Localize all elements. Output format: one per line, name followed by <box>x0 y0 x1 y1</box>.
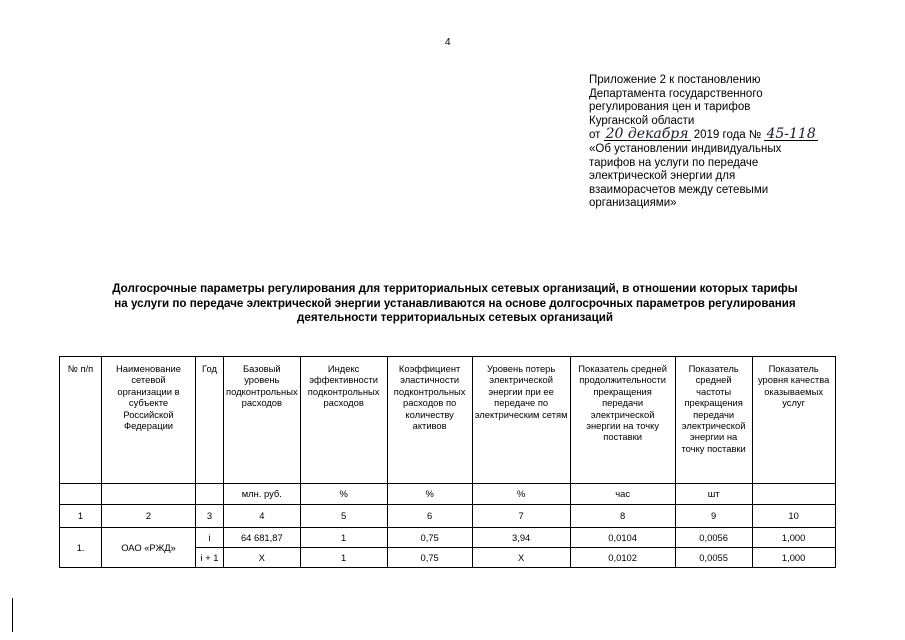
quality-cell: 1,000 <box>752 528 835 548</box>
heading-line: деятельности территориальных сетевых организаций <box>297 311 613 324</box>
document-heading <box>40 282 870 326</box>
appendix-block <box>589 74 889 211</box>
unit-cell <box>102 484 196 505</box>
heading-line: на услуги по передаче электрической энергии устанавливаются на основе долгосрочных параметров регулирования <box>114 296 796 310</box>
unit-cell <box>752 484 835 505</box>
unit-cell: шт <box>675 484 752 505</box>
losses-cell: 3,94 <box>472 528 570 548</box>
heading-line: Долгосрочные параметры регулирования для территориальных сетевых организаций, в отношении которых тарифы <box>112 282 798 295</box>
column-number-cell: 5 <box>300 505 387 528</box>
unit-cell <box>60 484 102 505</box>
column-number-cell: 1 <box>60 505 102 528</box>
appendix-title-line: взаиморасчетов между сетевыми <box>589 183 769 196</box>
appendix-line: Приложение 2 к постановлению <box>589 74 761 86</box>
quality-cell: 1,000 <box>752 548 835 568</box>
header-cell: Показатель средней продолжительности прекращения передачи электрической энергии на точку поставки <box>570 357 675 484</box>
header-cell: Показатель средней частоты прекращения передачи электрической энергии на точку поставки <box>675 357 752 484</box>
duration-cell: 0,0102 <box>570 548 675 568</box>
unit-cell <box>196 484 224 505</box>
appendix-title-line: «Об установлении индивидуальных <box>589 142 782 155</box>
column-number-cell: 2 <box>102 505 196 528</box>
column-number-cell: 3 <box>196 505 224 528</box>
appendix-line: Курганской области <box>589 114 695 127</box>
org-index-cell: 1. <box>60 528 102 568</box>
elasticity-cell: 0,75 <box>387 528 472 548</box>
base-cost-cell: 64 681,87 <box>224 528 301 548</box>
table-units-row <box>60 484 836 505</box>
header-cell: Показатель уровня качества оказываемых услуг <box>752 357 835 484</box>
table-row <box>60 528 836 548</box>
header-cell: Базовый уровень подконтрольных расходов <box>224 357 301 484</box>
handwritten-number: 45-118 <box>766 126 816 143</box>
efficiency-index-cell: 1 <box>300 548 387 568</box>
appendix-line: Департамента государственного <box>589 87 763 100</box>
from-prefix: от <box>589 129 601 142</box>
appendix-title-line: тарифов на услуги по передаче <box>589 156 759 169</box>
table-header-row <box>60 357 836 484</box>
unit-cell: % <box>387 484 472 505</box>
page-number: 4 <box>445 37 451 48</box>
column-number-cell: 7 <box>472 505 570 528</box>
header-cell: Индекс эффективности подконтрольных расходов <box>300 357 387 484</box>
parameters-table <box>59 356 836 568</box>
year-cell: i + 1 <box>196 548 224 568</box>
appendix-title-line: организациями» <box>589 197 677 210</box>
header-cell: Коэффициент эластичности подконтрольных расходов по количеству активов <box>387 357 472 484</box>
table-column-numbers-row <box>60 505 836 528</box>
margin-mark <box>12 598 13 632</box>
frequency-cell: 0,0056 <box>675 528 752 548</box>
header-cell: Уровень потерь электрической энергии при ее передаче по электрическим сетям <box>472 357 570 484</box>
unit-cell: час <box>570 484 675 505</box>
unit-cell: млн. руб. <box>224 484 301 505</box>
org-name-cell: ОАО «РЖД» <box>102 528 196 568</box>
column-number-cell: 8 <box>570 505 675 528</box>
handwritten-date: 20 декабря <box>605 126 689 143</box>
efficiency-index-cell: 1 <box>300 528 387 548</box>
base-cost-cell: Х <box>224 548 301 568</box>
frequency-cell: 0,0055 <box>675 548 752 568</box>
losses-cell: Х <box>472 548 570 568</box>
column-number-cell: 6 <box>387 505 472 528</box>
year-cell: i <box>196 528 224 548</box>
header-cell: Год <box>196 357 224 484</box>
unit-cell: % <box>300 484 387 505</box>
elasticity-cell: 0,75 <box>387 548 472 568</box>
appendix-line: регулирования цен и тарифов <box>589 101 751 114</box>
duration-cell: 0,0104 <box>570 528 675 548</box>
column-number-cell: 9 <box>675 505 752 528</box>
header-cell: № п/п <box>60 357 102 484</box>
column-number-cell: 4 <box>224 505 301 528</box>
column-number-cell: 10 <box>752 505 835 528</box>
appendix-date-line <box>589 128 889 143</box>
appendix-title-line: электрической энергии для <box>589 170 736 183</box>
unit-cell: % <box>472 484 570 505</box>
header-cell: Наименование сетевой организации в субъекте Российской Федерации <box>102 357 196 484</box>
year-text: 2019 года № <box>693 129 762 142</box>
